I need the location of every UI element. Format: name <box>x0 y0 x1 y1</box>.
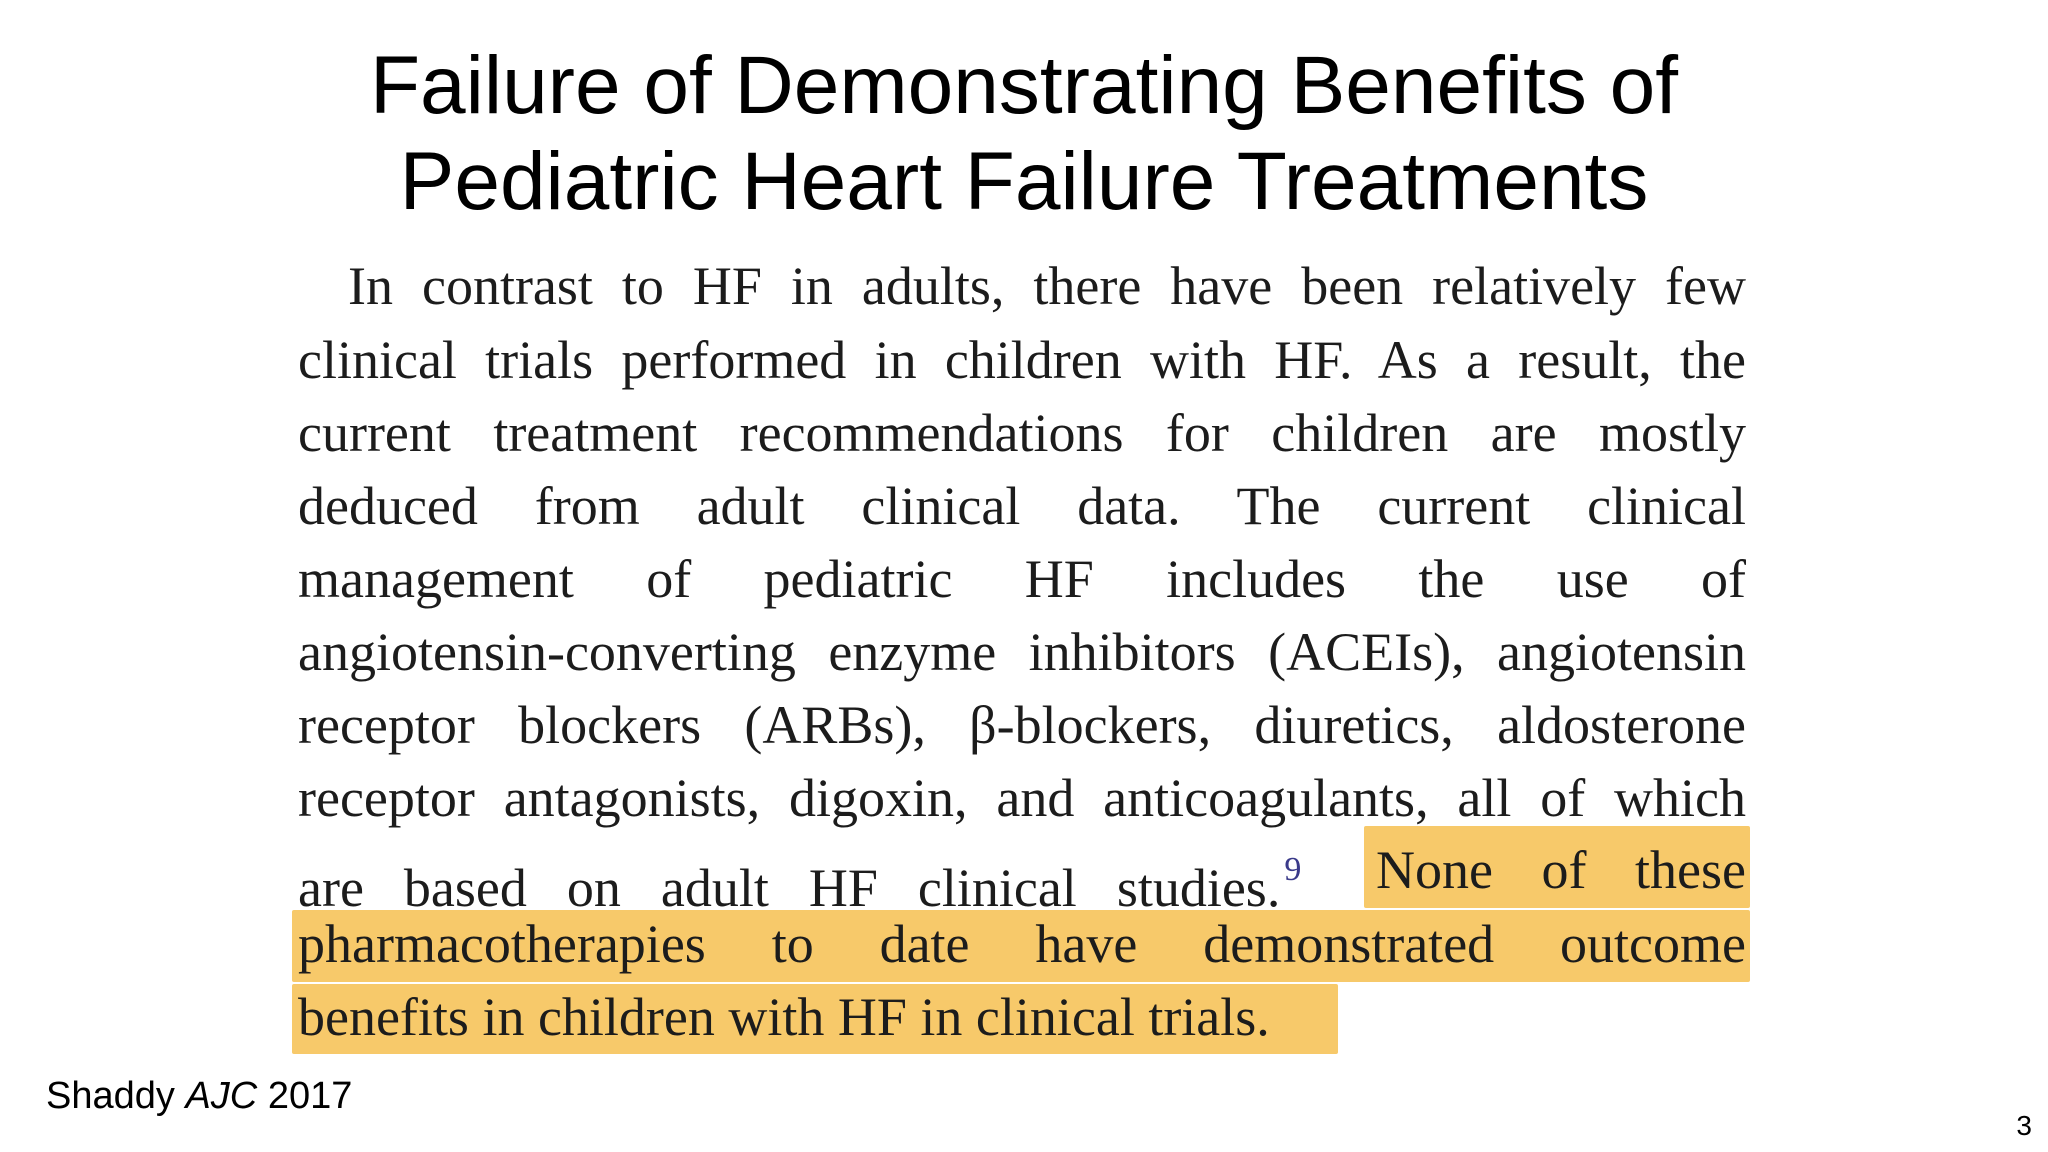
excerpt-word: are <box>298 858 364 918</box>
excerpt-line-9 <box>298 838 1348 918</box>
excerpt-line-5: management of pediatric HF includes the use of <box>298 549 1746 609</box>
excerpt-line-11-highlight: benefits in children with HF in clinical trials. <box>298 987 1270 1047</box>
excerpt-line-6: angiotensin-converting enzyme inhibitors (ACEIs), angiotensin <box>298 622 1746 682</box>
citation <box>46 1075 352 1118</box>
reference-superscript: 9 <box>1284 851 1302 888</box>
slide-title-line-1: Failure of Demonstrating Benefits of <box>369 40 1679 131</box>
citation-journal: AJC <box>185 1075 258 1117</box>
excerpt-line-9-text <box>298 858 1280 918</box>
excerpt-line-3: current treatment recommendations for children are mostly <box>298 403 1746 463</box>
excerpt-word: clinical <box>917 858 1077 918</box>
excerpt-word: based <box>403 858 527 918</box>
excerpt-line-10-highlight: pharmacotherapies to date have demonstrated outcome <box>298 914 1746 974</box>
citation-author: Shaddy <box>46 1075 175 1117</box>
excerpt-line-9-highlight: None of these <box>1376 840 1746 900</box>
slide-title-line-2: Pediatric Heart Failure Treatments <box>399 136 1649 227</box>
excerpt-line-1: In contrast to HF in adults, there have been relatively few <box>348 256 1746 316</box>
excerpt-word: adult <box>660 858 769 918</box>
excerpt-line-2: clinical trials performed in children with HF. As a result, the <box>298 330 1746 390</box>
excerpt-word: studies. <box>1116 858 1281 918</box>
excerpt-line-8: receptor antagonists, digoxin, and anticoagulants, all of which <box>298 768 1746 828</box>
page-number: 3 <box>2016 1110 2032 1141</box>
citation-year: 2017 <box>267 1075 353 1117</box>
excerpt-word: HF <box>808 858 878 918</box>
excerpt-line-7: receptor blockers (ARBs), β-blockers, diuretics, aldosterone <box>298 695 1746 755</box>
excerpt-word: on <box>566 858 621 918</box>
excerpt-line-4: deduced from adult clinical data. The current clinical <box>298 476 1746 536</box>
